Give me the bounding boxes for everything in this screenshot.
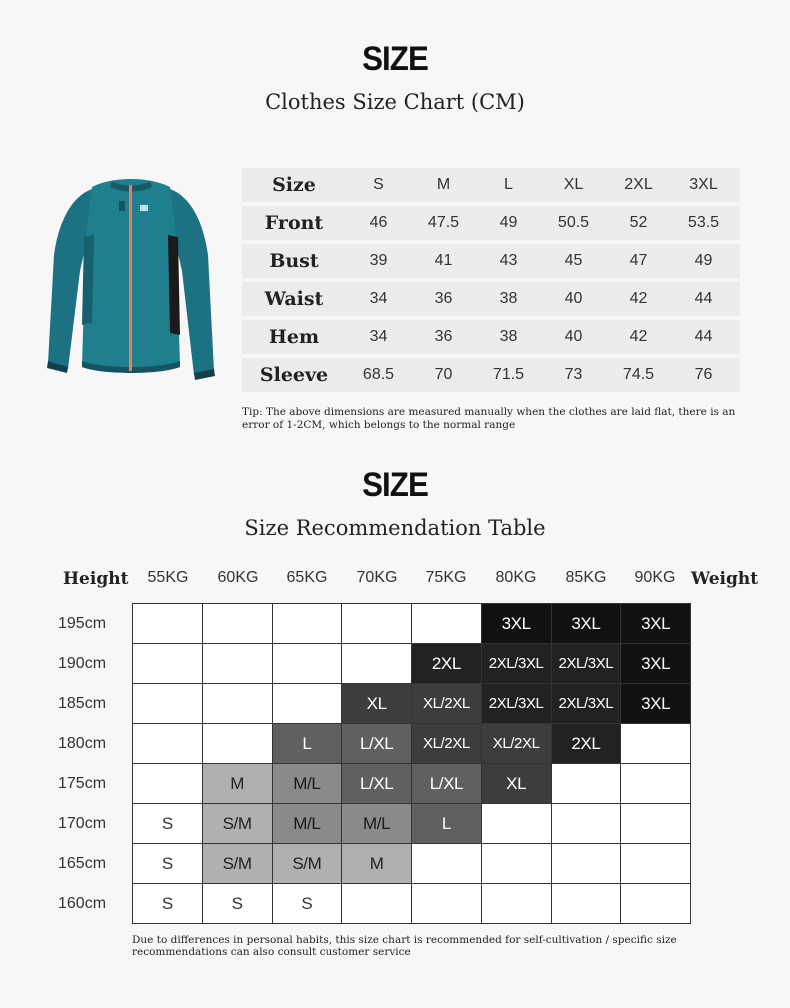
grid-cell xyxy=(133,764,203,804)
grid-cell: M xyxy=(342,844,412,884)
grid-cell xyxy=(412,884,482,924)
cell: 44 xyxy=(694,290,713,307)
grid-cell: M xyxy=(203,764,273,804)
grid-cell xyxy=(203,644,273,684)
height-label-row: 185cm xyxy=(58,695,107,712)
size-heading: SIZE xyxy=(362,40,428,78)
grid-cell xyxy=(412,844,482,884)
cell: XL xyxy=(563,176,584,193)
size-row-2 xyxy=(242,244,740,278)
height-label-row: 170cm xyxy=(58,815,107,832)
grid-cell: 3XL xyxy=(552,604,622,644)
weight-col-label: 85KG xyxy=(565,569,607,586)
weight-col-label: 65KG xyxy=(286,569,328,586)
height-label-row: 195cm xyxy=(58,615,107,632)
grid-cell xyxy=(133,644,203,684)
grid-cell xyxy=(342,604,412,644)
cell: 45 xyxy=(564,252,583,269)
cell: 36 xyxy=(434,328,453,345)
cell: M xyxy=(436,176,451,193)
grid-cell xyxy=(482,804,552,844)
grid-cell: XL/2XL xyxy=(412,724,482,764)
grid-cell xyxy=(621,764,691,804)
cell: 49 xyxy=(694,252,713,269)
cell: 49 xyxy=(499,214,518,231)
weight-col-label: 70KG xyxy=(356,569,398,586)
grid-cell: M/L xyxy=(342,804,412,844)
grid-cell: S xyxy=(133,804,203,844)
recommendation-heading: SIZE xyxy=(362,466,428,504)
grid-cell: M/L xyxy=(273,764,343,804)
grid-cell: 2XL xyxy=(412,644,482,684)
grid-cell: XL xyxy=(342,684,412,724)
cell: 34 xyxy=(369,328,388,345)
grid-cell: S xyxy=(133,844,203,884)
grid-cell xyxy=(203,724,273,764)
cell: S xyxy=(373,176,384,193)
cell: 38 xyxy=(499,328,518,345)
row-label: Waist xyxy=(264,288,324,310)
cell: 46 xyxy=(369,214,388,231)
grid-cell: 3XL xyxy=(482,604,552,644)
grid-cell: 2XL/3XL xyxy=(482,684,552,724)
cell: 73 xyxy=(564,366,583,383)
weight-col-label: 60KG xyxy=(217,569,259,586)
cell: 42 xyxy=(629,328,648,345)
size-row-4 xyxy=(242,320,740,354)
grid-cell: XL xyxy=(482,764,552,804)
cell: 34 xyxy=(369,290,388,307)
grid-cell: L xyxy=(273,724,343,764)
grid-cell: L/XL xyxy=(342,724,412,764)
recommendation-grid xyxy=(132,603,691,924)
height-label-row: 165cm xyxy=(58,855,107,872)
cell: 52 xyxy=(629,214,648,231)
size-row-1 xyxy=(242,206,740,240)
cell: 74.5 xyxy=(622,366,655,383)
cell: 47 xyxy=(629,252,648,269)
grid-cell xyxy=(482,844,552,884)
measurement-tip: Tip: The above dimensions are measured manually when the clothes are laid flat, there is an error of 1-2CM, which belongs to the normal range xyxy=(242,406,736,431)
cell: L xyxy=(504,176,513,193)
height-label-row: 160cm xyxy=(58,895,107,912)
grid-cell: S/M xyxy=(203,844,273,884)
grid-cell xyxy=(552,764,622,804)
grid-cell: 2XL/3XL xyxy=(482,644,552,684)
height-column xyxy=(58,604,106,924)
row-label: Front xyxy=(264,212,324,234)
size-chart-table xyxy=(242,168,740,396)
grid-cell xyxy=(273,684,343,724)
grid-cell: 3XL xyxy=(621,604,691,644)
grid-cell xyxy=(552,804,622,844)
height-label-row: 190cm xyxy=(58,655,107,672)
weight-col-label: 80KG xyxy=(495,569,537,586)
grid-cell: S xyxy=(273,884,343,924)
grid-cell xyxy=(273,644,343,684)
weight-col-label: 90KG xyxy=(634,569,676,586)
grid-cell: 2XL xyxy=(552,724,622,764)
cell: 44 xyxy=(694,328,713,345)
cell: 47.5 xyxy=(427,214,460,231)
cell: 3XL xyxy=(689,176,718,193)
cell: 70 xyxy=(434,366,453,383)
height-label-row: 175cm xyxy=(58,775,107,792)
grid-cell: S xyxy=(203,884,273,924)
row-label: Size xyxy=(272,174,316,196)
grid-cell xyxy=(621,724,691,764)
grid-cell xyxy=(203,604,273,644)
weight-label: Weight xyxy=(691,569,759,589)
grid-cell: S/M xyxy=(203,804,273,844)
grid-cell xyxy=(133,604,203,644)
grid-cell: S/M xyxy=(273,844,343,884)
grid-cell xyxy=(412,604,482,644)
grid-cell: L/XL xyxy=(342,764,412,804)
cell: 2XL xyxy=(624,176,653,193)
size-row-3 xyxy=(242,282,740,316)
grid-cell: 2XL/3XL xyxy=(552,684,622,724)
grid-cell xyxy=(621,804,691,844)
cell: 36 xyxy=(434,290,453,307)
grid-cell: M/L xyxy=(273,804,343,844)
cell: 50.5 xyxy=(557,214,590,231)
row-label: Hem xyxy=(268,326,320,348)
cell: 38 xyxy=(499,290,518,307)
cell: 71.5 xyxy=(492,366,525,383)
grid-cell xyxy=(133,684,203,724)
weight-header-row xyxy=(0,569,790,595)
cell: 40 xyxy=(564,328,583,345)
grid-cell: L/XL xyxy=(412,764,482,804)
weight-col-label: 55KG xyxy=(147,569,189,586)
recommendation-footnote: Due to differences in personal habits, this size chart is recommended for self-cultivation / specific size recommendations can also consult customer service xyxy=(132,934,677,958)
cell: 76 xyxy=(694,366,713,383)
grid-cell xyxy=(552,844,622,884)
cell: 41 xyxy=(434,252,453,269)
cell: 43 xyxy=(499,252,518,269)
grid-cell: XL/2XL xyxy=(482,724,552,764)
cell: 53.5 xyxy=(687,214,720,231)
grid-cell: 3XL xyxy=(621,644,691,684)
grid-cell xyxy=(552,884,622,924)
weight-col-label: 75KG xyxy=(425,569,467,586)
cell: 42 xyxy=(629,290,648,307)
size-row-5 xyxy=(242,358,740,392)
cell: 68.5 xyxy=(362,366,395,383)
grid-cell xyxy=(621,844,691,884)
grid-cell xyxy=(133,724,203,764)
cell: 40 xyxy=(564,290,583,307)
height-label: Height xyxy=(63,569,129,589)
cell: 39 xyxy=(369,252,388,269)
grid-cell xyxy=(621,884,691,924)
size-row-0 xyxy=(242,168,740,202)
size-chart-subtitle: Clothes Size Chart (CM) xyxy=(265,90,525,114)
grid-cell: 3XL xyxy=(621,684,691,724)
grid-cell xyxy=(342,644,412,684)
row-label: Bust xyxy=(269,250,319,272)
grid-cell: S xyxy=(133,884,203,924)
jersey-image xyxy=(40,175,222,385)
grid-cell: XL/2XL xyxy=(412,684,482,724)
height-label-row: 180cm xyxy=(58,735,107,752)
recommendation-subtitle: Size Recommendation Table xyxy=(244,516,546,540)
row-label: Sleeve xyxy=(259,364,329,386)
grid-cell xyxy=(273,604,343,644)
grid-cell xyxy=(482,884,552,924)
grid-cell xyxy=(342,884,412,924)
grid-cell xyxy=(203,684,273,724)
grid-cell: L xyxy=(412,804,482,844)
grid-cell: 2XL/3XL xyxy=(552,644,622,684)
